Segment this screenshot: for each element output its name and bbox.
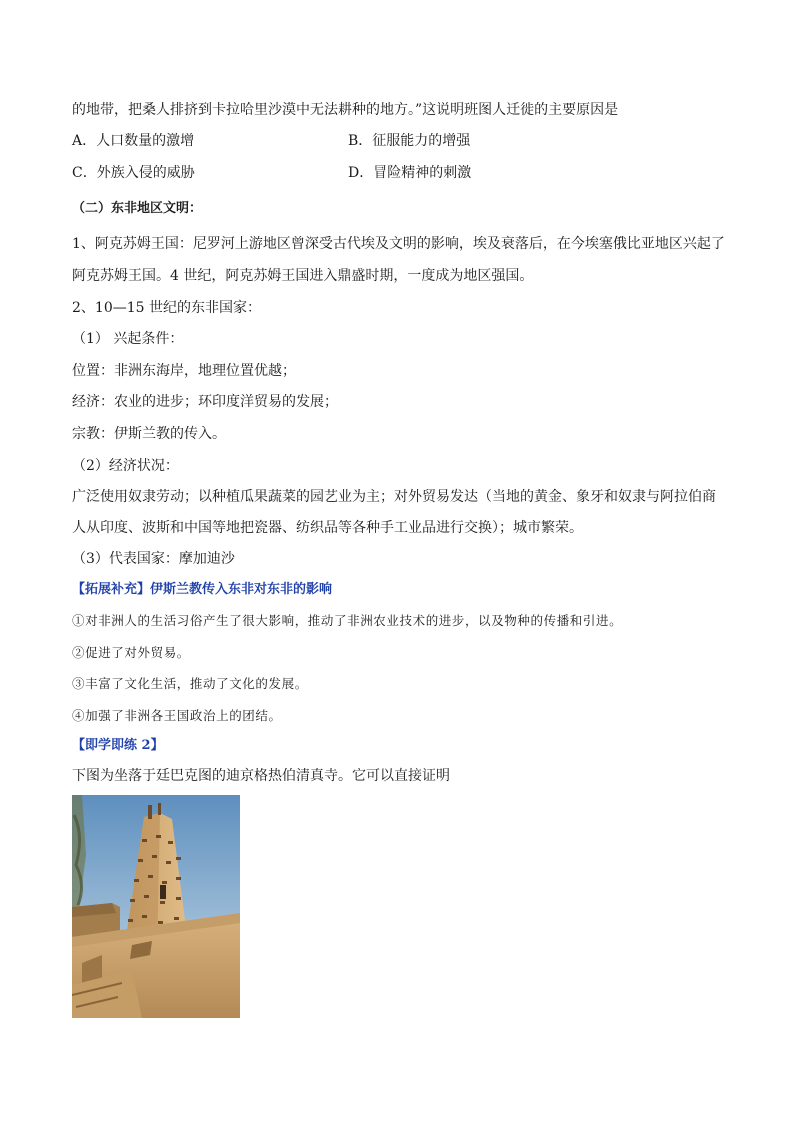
practice-question: 下图为坐落于廷巴克图的迪京格热伯清真寺。它可以直接证明 [72, 768, 450, 784]
text-religion: 宗教：伊斯兰教的传入。 [72, 426, 226, 442]
text-economic-line1: 广泛使用奴隶劳动；以种植瓜果蔬菜的园艺业为主；对外贸易发达（当地的黄金、象牙和奴隶与阿拉伯商 [72, 489, 716, 505]
option-b[interactable]: B．征服能力的增强 [348, 133, 471, 149]
paragraph-aksum-line1: 1、阿克苏姆王国：尼罗河上游地区曾深受古代埃及文明的影响，埃及衰落后，在今埃塞俄比亚地区兴起了 [72, 236, 725, 252]
option-a[interactable]: A．人口数量的激增 [72, 133, 195, 149]
extension-point-4: ④加强了非洲各王国政治上的团结。 [72, 708, 282, 723]
extension-point-3: ③丰富了文化生活，推动了文化的发展。 [72, 676, 308, 691]
subheading-representative-state: （3）代表国家：摩加迪沙 [72, 551, 235, 567]
subheading-rise-conditions: （1） 兴起条件： [72, 331, 184, 347]
option-c[interactable]: C．外族入侵的威胁 [72, 165, 195, 181]
section-heading-east-africa: （二）东非地区文明： [72, 201, 203, 216]
subheading-economic-status: （2）经济状况： [72, 458, 179, 474]
extension-heading: 【拓展补充】伊斯兰教传入东非对东非的影响 [72, 582, 333, 597]
option-d[interactable]: D．冒险精神的刺激 [348, 165, 472, 181]
extension-point-2: ②促进了对外贸易。 [72, 645, 190, 660]
practice-heading: 【即学即练 2】 [72, 738, 164, 753]
mosque-photo [72, 795, 240, 1018]
text-location: 位置：非洲东海岸，地理位置优越； [72, 363, 296, 379]
paragraph-east-africa-states: 2、10—15 世纪的东非国家： [72, 300, 261, 316]
question-stem-line: 的地带，把桑人排挤到卡拉哈里沙漠中无法耕种的地方。”这说明班图人迁徙的主要原因是 [72, 102, 619, 118]
paragraph-aksum-line2: 阿克苏姆王国。4 世纪，阿克苏姆王国进入鼎盛时期，一度成为地区强国。 [72, 268, 534, 284]
text-economic-line2: 人从印度、波斯和中国等地把瓷器、纺织品等各种手工业品进行交换）；城市繁荣。 [72, 520, 583, 536]
text-economy: 经济：农业的进步；环印度洋贸易的发展； [72, 394, 338, 410]
extension-point-1: ①对非洲人的生活习俗产生了很大影响，推动了非洲农业技术的进步，以及物种的传播和引进。 [72, 613, 623, 628]
